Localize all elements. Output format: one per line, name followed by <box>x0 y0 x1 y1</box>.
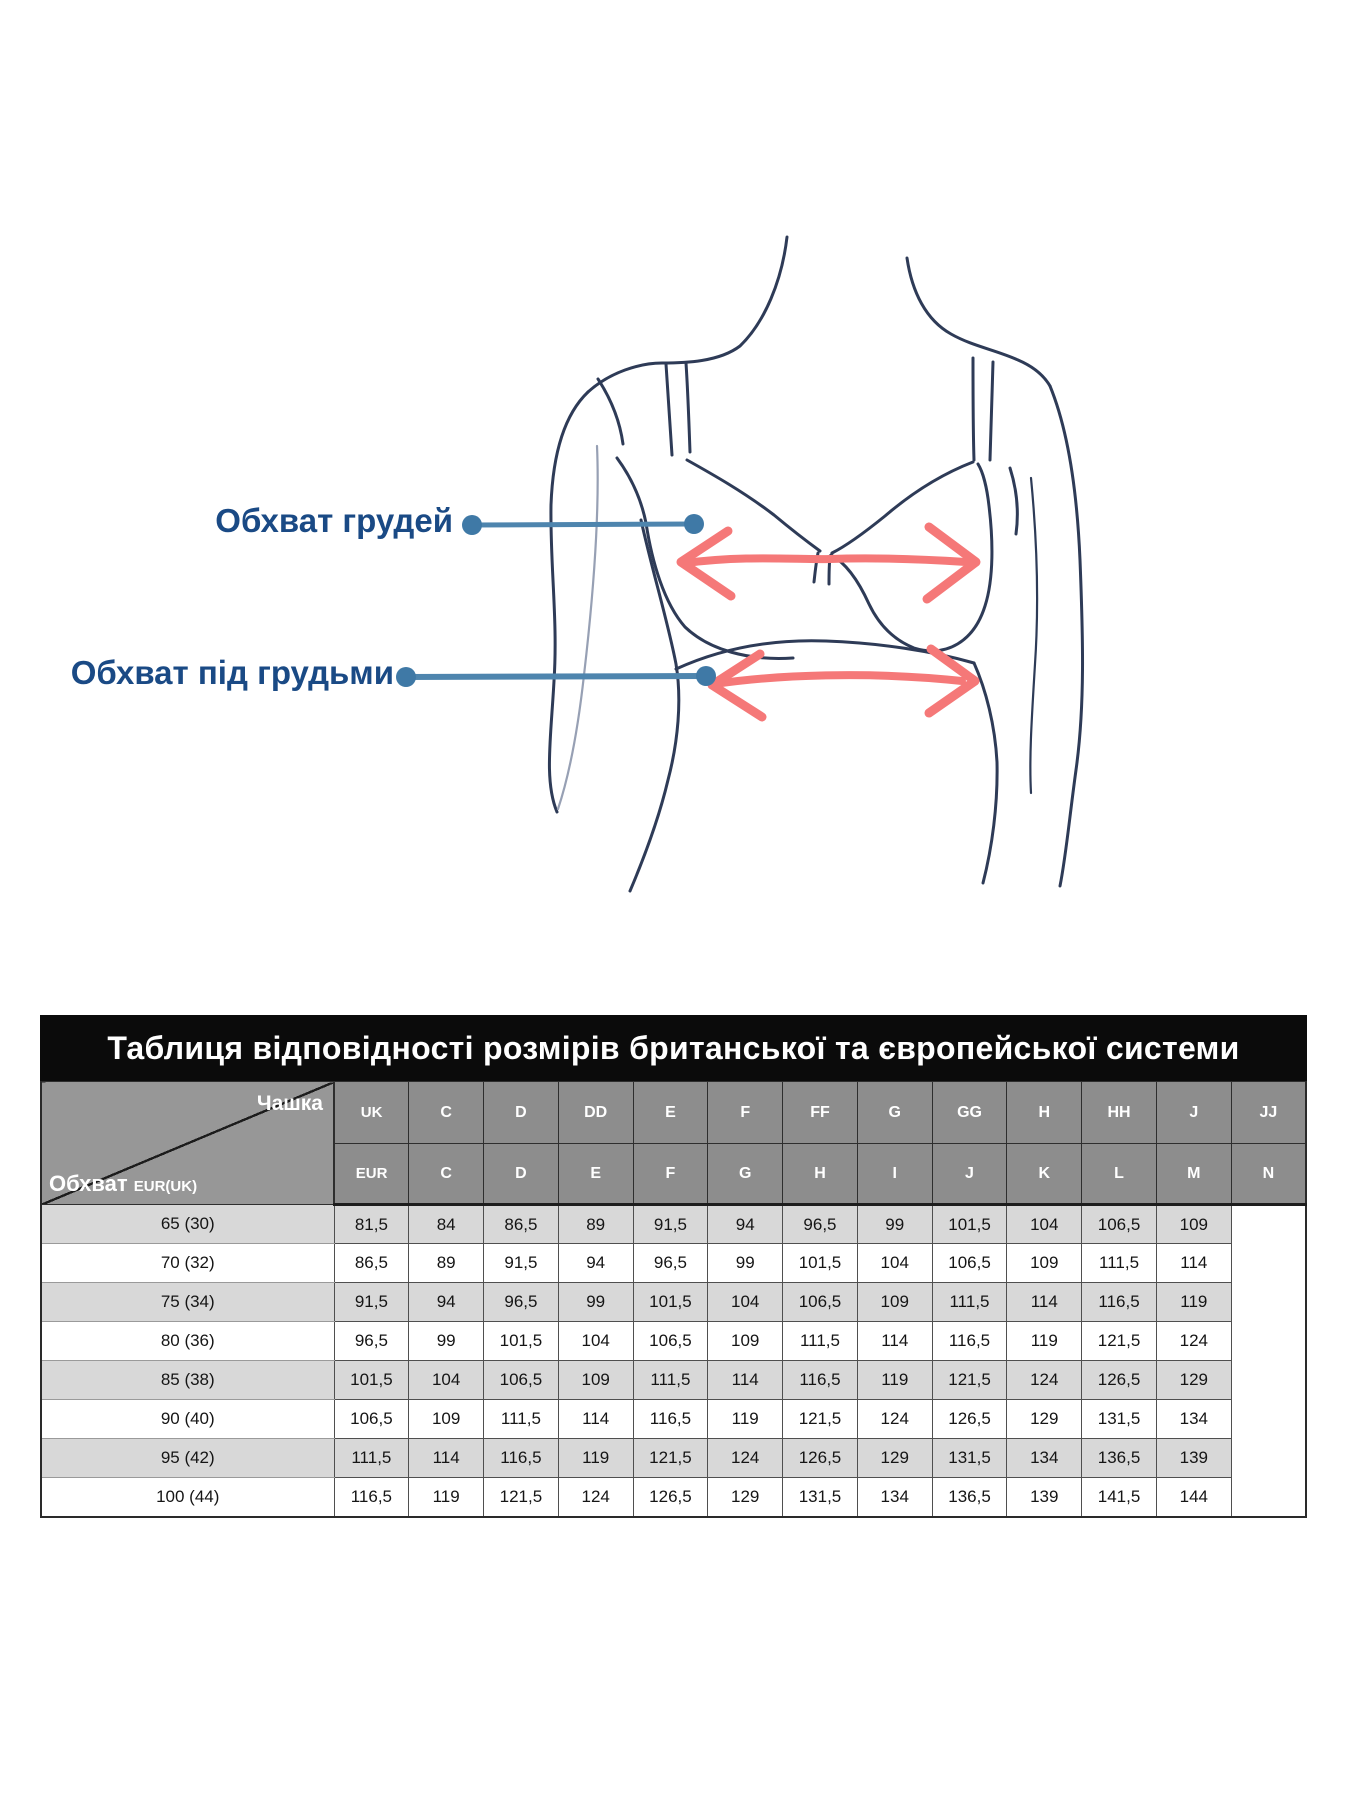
table-cell: 126,5 <box>1082 1361 1157 1400</box>
table-cell: 121,5 <box>633 1439 708 1478</box>
table-cell: 124 <box>558 1478 633 1517</box>
table-cell: 141,5 <box>1082 1478 1157 1517</box>
table-cell: 114 <box>558 1400 633 1439</box>
table-cell: 89 <box>558 1205 633 1244</box>
table-cell: 119 <box>409 1478 484 1517</box>
eur-cup-header: J <box>932 1144 1007 1205</box>
table-cell: 94 <box>409 1283 484 1322</box>
table-cell: 101,5 <box>783 1244 858 1283</box>
table-row <box>41 1478 1306 1517</box>
table-cell: 114 <box>409 1439 484 1478</box>
table-cell: 104 <box>857 1244 932 1283</box>
table-cell: 91,5 <box>484 1244 559 1283</box>
table-cell: 126,5 <box>783 1439 858 1478</box>
table-cell: 101,5 <box>334 1361 409 1400</box>
table-cell: 106,5 <box>484 1361 559 1400</box>
bust-callout-line <box>472 524 694 525</box>
table-cell: 106,5 <box>932 1244 1007 1283</box>
table-cell: 134 <box>857 1478 932 1517</box>
table-cell: 121,5 <box>484 1478 559 1517</box>
table-cell: 111,5 <box>484 1400 559 1439</box>
corner-girth-main: Обхват <box>49 1171 128 1196</box>
strap-right-edge2 <box>990 362 993 460</box>
size-table-body <box>41 1205 1306 1517</box>
neckline-left-curve <box>687 460 820 551</box>
uk-cup-header: JJ <box>1231 1082 1306 1144</box>
table-cell: 119 <box>1007 1322 1082 1361</box>
eur-cup-header: G <box>708 1144 783 1205</box>
table-cell: 109 <box>708 1322 783 1361</box>
arm-right-outer-line <box>1050 386 1083 886</box>
corner-cup-label: Чашка <box>256 1092 323 1115</box>
table-cell: 101,5 <box>484 1322 559 1361</box>
table-cell: 86,5 <box>484 1205 559 1244</box>
eur-cup-header: L <box>1082 1144 1157 1205</box>
table-cell: 111,5 <box>783 1322 858 1361</box>
underbust-label: Обхват під грудьми <box>70 654 394 691</box>
uk-cup-header: FF <box>783 1082 858 1144</box>
strap-left-edge2 <box>686 363 690 452</box>
table-cell: 109 <box>558 1361 633 1400</box>
table-cell: 124 <box>1156 1322 1231 1361</box>
table-cell: 94 <box>558 1244 633 1283</box>
table-row <box>41 1322 1306 1361</box>
header-row-uk <box>41 1082 1306 1144</box>
table-cell: 104 <box>708 1283 783 1322</box>
table-cell: 104 <box>1007 1205 1082 1244</box>
table-cell: 99 <box>857 1205 932 1244</box>
table-cell: 111,5 <box>633 1361 708 1400</box>
table-cell: 96,5 <box>334 1322 409 1361</box>
table-cell: 134 <box>1007 1439 1082 1478</box>
size-conversion-table <box>40 1081 1307 1518</box>
table-cell: 114 <box>857 1322 932 1361</box>
body-left-side-line <box>630 520 679 891</box>
table-cell: 116,5 <box>932 1322 1007 1361</box>
uk-cup-header: GG <box>932 1082 1007 1144</box>
corner-girth-sub: EUR(UK) <box>133 1178 198 1195</box>
table-cell: 119 <box>708 1400 783 1439</box>
table-cell: 129 <box>1007 1400 1082 1439</box>
table-title: Таблиця відповідності розмірів британської та європейської системи <box>40 1015 1307 1081</box>
table-cell: 81,5 <box>334 1205 409 1244</box>
bust-callout-dot-left <box>462 515 482 535</box>
table-cell: 111,5 <box>334 1439 409 1478</box>
table-cell: 124 <box>708 1439 783 1478</box>
table-row <box>41 1205 1306 1244</box>
uk-cup-header: F <box>708 1082 783 1144</box>
strap-left-edge <box>666 364 672 455</box>
table-cell: 114 <box>708 1361 783 1400</box>
eur-cup-header: E <box>558 1144 633 1205</box>
bust-label: Обхват грудей <box>215 502 453 539</box>
uk-cup-header: G <box>857 1082 932 1144</box>
table-cell: 126,5 <box>932 1400 1007 1439</box>
row-label: 85 (38) <box>41 1361 334 1400</box>
table-cell: 129 <box>708 1478 783 1517</box>
table-cell: 114 <box>1007 1283 1082 1322</box>
armpit-right-line <box>1010 468 1017 534</box>
table-row <box>41 1439 1306 1478</box>
table-cell: 111,5 <box>932 1283 1007 1322</box>
table-cell: 116,5 <box>1082 1283 1157 1322</box>
table-cell: 136,5 <box>932 1478 1007 1517</box>
table-cell: 96,5 <box>484 1283 559 1322</box>
body-right-side-line <box>974 663 997 883</box>
table-cell: 96,5 <box>783 1205 858 1244</box>
system-label-eur: EUR <box>334 1144 409 1205</box>
bust-arrow-shaft <box>687 558 966 563</box>
table-cell: 101,5 <box>633 1283 708 1322</box>
uk-cup-header: E <box>633 1082 708 1144</box>
table-cell: 134 <box>1156 1400 1231 1439</box>
table-cell: 106,5 <box>334 1400 409 1439</box>
uk-cup-header: J <box>1156 1082 1231 1144</box>
table-cell: 84 <box>409 1205 484 1244</box>
table-cell: 106,5 <box>1082 1205 1157 1244</box>
size-table <box>40 1015 1307 1518</box>
table-cell: 139 <box>1007 1478 1082 1517</box>
table-cell: 129 <box>1156 1361 1231 1400</box>
table-cell: 136,5 <box>1082 1439 1157 1478</box>
table-cell: 119 <box>857 1361 932 1400</box>
table-cell: 104 <box>409 1361 484 1400</box>
table-cell: 86,5 <box>334 1244 409 1283</box>
neck-right-line <box>907 258 1050 386</box>
table-cell: 121,5 <box>783 1400 858 1439</box>
table-cell: 109 <box>1007 1244 1082 1283</box>
table-cell: 99 <box>558 1283 633 1322</box>
table-cell: 116,5 <box>334 1478 409 1517</box>
table-cell: 121,5 <box>1082 1322 1157 1361</box>
table-row <box>41 1283 1306 1322</box>
corner-cell <box>41 1082 334 1205</box>
system-label-uk: UK <box>334 1082 409 1144</box>
eur-cup-header: D <box>484 1144 559 1205</box>
table-cell: 131,5 <box>1082 1400 1157 1439</box>
bust-callout-dot-right <box>684 514 704 534</box>
eur-cup-header: K <box>1007 1144 1082 1205</box>
table-cell: 96,5 <box>633 1244 708 1283</box>
table-cell: 89 <box>409 1244 484 1283</box>
table-cell: 106,5 <box>633 1322 708 1361</box>
underbust-callout-dot-left <box>396 667 416 687</box>
table-cell: 109 <box>409 1400 484 1439</box>
uk-cup-header: DD <box>558 1082 633 1144</box>
table-cell: 99 <box>708 1244 783 1283</box>
arm-left-inner-line <box>558 446 598 809</box>
table-cell: 129 <box>857 1439 932 1478</box>
table-cell: 124 <box>857 1400 932 1439</box>
corner-girth-label <box>49 1171 197 1197</box>
row-label: 90 (40) <box>41 1400 334 1439</box>
table-cell: 109 <box>857 1283 932 1322</box>
table-cell: 99 <box>409 1322 484 1361</box>
table-cell: 139 <box>1156 1439 1231 1478</box>
eur-cup-header: N <box>1231 1144 1306 1205</box>
table-row <box>41 1244 1306 1283</box>
measure-arrows <box>681 527 976 717</box>
arm-left-outer-line <box>549 392 588 812</box>
table-cell: 91,5 <box>633 1205 708 1244</box>
eur-cup-header: I <box>857 1144 932 1205</box>
row-label: 100 (44) <box>41 1478 334 1517</box>
table-cell: 116,5 <box>783 1361 858 1400</box>
uk-cup-header: D <box>484 1082 559 1144</box>
eur-cup-header: M <box>1156 1144 1231 1205</box>
table-row <box>41 1361 1306 1400</box>
table-cell: 121,5 <box>932 1361 1007 1400</box>
row-label: 70 (32) <box>41 1244 334 1283</box>
uk-cup-header: C <box>409 1082 484 1144</box>
table-cell: 119 <box>1156 1283 1231 1322</box>
table-cell: 124 <box>1007 1361 1082 1400</box>
table-cell: 119 <box>558 1439 633 1478</box>
uk-cup-header: HH <box>1082 1082 1157 1144</box>
eur-cup-header: C <box>409 1144 484 1205</box>
armpit-left-line <box>598 379 623 444</box>
row-label: 65 (30) <box>41 1205 334 1244</box>
strap-right-edge <box>973 358 974 460</box>
table-cell: 94 <box>708 1205 783 1244</box>
table-cell: 116,5 <box>633 1400 708 1439</box>
underbust-arrow-left-head <box>712 654 762 717</box>
row-label: 80 (36) <box>41 1322 334 1361</box>
table-cell: 101,5 <box>932 1205 1007 1244</box>
arm-right-inner-line <box>1030 478 1037 793</box>
underbust-arrow-shaft <box>715 675 962 684</box>
table-cell: 91,5 <box>334 1283 409 1322</box>
table-row <box>41 1400 1306 1439</box>
table-cell: 104 <box>558 1322 633 1361</box>
eur-cup-header: F <box>633 1144 708 1205</box>
row-label: 95 (42) <box>41 1439 334 1478</box>
underbust-callout-line <box>406 676 706 677</box>
underbust-callout-dot-right <box>696 666 716 686</box>
uk-cup-header: H <box>1007 1082 1082 1144</box>
table-cell: 116,5 <box>484 1439 559 1478</box>
table-cell: 111,5 <box>1082 1244 1157 1283</box>
row-label: 75 (34) <box>41 1283 334 1322</box>
eur-cup-header: H <box>783 1144 858 1205</box>
table-cell: 131,5 <box>932 1439 1007 1478</box>
table-cell: 144 <box>1156 1478 1231 1517</box>
table-cell: 126,5 <box>633 1478 708 1517</box>
table-cell: 109 <box>1156 1205 1231 1244</box>
torso-outline <box>549 237 1082 891</box>
table-cell: 114 <box>1156 1244 1231 1283</box>
table-cell: 106,5 <box>783 1283 858 1322</box>
table-cell: 131,5 <box>783 1478 858 1517</box>
